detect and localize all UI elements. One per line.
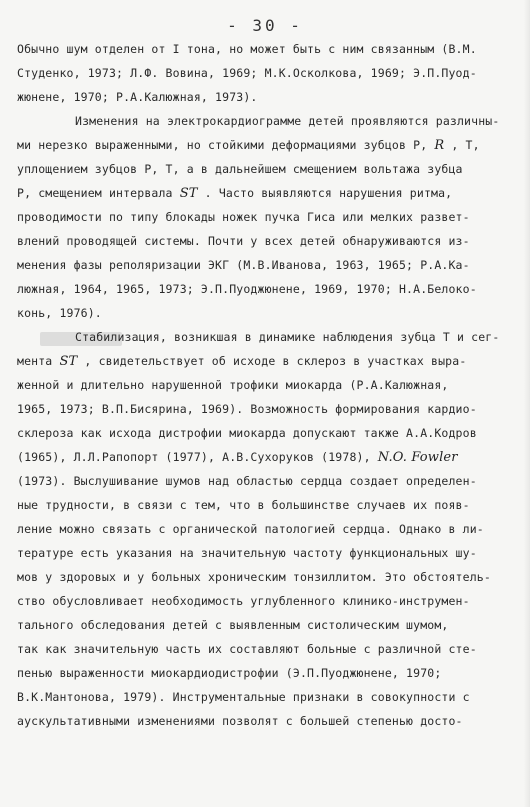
text-line	[17, 541, 517, 565]
handwritten-insert: R	[434, 138, 445, 153]
text-segment: Обычно шум отделен от I тона, но может быть с ним связанным (В.М.	[17, 42, 477, 56]
text-line	[17, 613, 517, 637]
text-segment: (1965), Л.Л.Рапопорт (1977), А.В.Сухоруков (1978),	[17, 450, 378, 464]
text-segment: мов у здоровых и у больных хроническим тонзиллитом. Это обстоятель-	[17, 570, 491, 584]
text-line	[17, 157, 517, 181]
text-line	[17, 277, 517, 301]
text-segment: Стабилизация, возникшая в динамике наблюдения зубца T и сег-	[75, 330, 500, 344]
text-line	[17, 61, 517, 85]
text-line	[17, 349, 517, 373]
text-segment: Студенко, 1973; Л.Ф. Вовина, 1969; М.К.Осколкова, 1969; Э.П.Пуод-	[17, 66, 477, 80]
text-line	[17, 253, 517, 277]
text-line	[17, 109, 517, 133]
text-segment: , свидетельствует об исходе в склероз в участках выра-	[77, 354, 467, 368]
text-line	[17, 589, 517, 613]
text-line	[17, 685, 517, 709]
text-segment: ство обусловливает необходимость углубленного клинико-инструмен-	[17, 594, 470, 608]
text-line	[17, 517, 517, 541]
text-segment: ные трудности, в связи с тем, что в большинстве случаев их появ-	[17, 498, 470, 512]
text-segment: жюнене, 1970; Р.А.Калюжная, 1973).	[17, 90, 258, 104]
text-segment: мента	[17, 354, 60, 368]
text-segment: проводимости по типу блокады ножек пучка Гиса или мелких развет-	[17, 210, 470, 224]
text-line	[17, 661, 517, 685]
text-segment: влений проводящей системы. Почти у всех детей обнаруживаются из-	[17, 234, 470, 248]
text-segment: , T,	[444, 138, 480, 152]
handwritten-insert: ST	[179, 186, 198, 201]
text-segment: склероза как исхода дистрофии миокарда допускают также А.А.Кодров	[17, 426, 477, 440]
text-segment: аускультативными изменениями позволят с большей степенью досто-	[17, 714, 463, 728]
text-line	[17, 181, 517, 205]
text-segment: конь, 1976).	[17, 306, 102, 320]
text-segment: так как значительную часть их составляют больные с различной сте-	[17, 642, 477, 656]
text-segment: тературе есть указания на значительную частоту функциональных шу-	[17, 546, 477, 560]
body-text	[17, 37, 517, 733]
text-segment: тального обследования детей с выявленным систолическим шумом,	[17, 618, 449, 632]
text-segment: уплощением зубцов P, T, а в дальнейшем смещением вольтажа зубца	[17, 162, 463, 176]
text-line	[17, 325, 517, 349]
text-line	[17, 709, 517, 733]
text-line	[17, 565, 517, 589]
text-segment: люжная, 1964, 1965, 1973; Э.П.Пуоджюнене, 1969, 1970; Н.А.Белоко-	[17, 282, 477, 296]
text-segment: менения фазы реполяризации ЭКГ (М.В.Иванова, 1963, 1965; Р.А.Ка-	[17, 258, 470, 272]
text-line	[17, 37, 517, 61]
text-line	[17, 229, 517, 253]
text-line	[17, 205, 517, 229]
text-line	[17, 445, 517, 469]
page-edge-shadow	[524, 0, 530, 807]
text-segment: P, смещением интервала	[17, 186, 180, 200]
text-line	[17, 493, 517, 517]
text-line	[17, 421, 517, 445]
text-segment: . Часто выявляются нарушения ритма,	[197, 186, 453, 200]
text-segment: женной и длительно нарушенной трофики миокарда (Р.А.Калюжная,	[17, 378, 449, 392]
text-segment: Изменения на электрокардиограмме детей проявляются различны-	[75, 114, 500, 128]
text-line	[17, 397, 517, 421]
handwritten-insert: N.O. Fowler	[377, 450, 458, 465]
text-line	[17, 637, 517, 661]
page-number: - 30 -	[227, 16, 303, 35]
text-segment: 1965, 1973; В.П.Бисярина, 1969). Возможность формирования кардио-	[17, 402, 477, 416]
text-segment: В.К.Мантонова, 1979). Инструментальные признаки в совокупности с	[17, 690, 470, 704]
text-line	[17, 469, 517, 493]
text-segment: (1973). Выслушивание шумов над областью сердца создает определен-	[17, 474, 477, 488]
text-line	[17, 373, 517, 397]
text-line	[17, 85, 517, 109]
text-segment: ление можно связать с органической патологией сердца. Однако в ли-	[17, 522, 484, 536]
text-segment: пенью выраженности миокардиодистрофии (Э.П.Пуоджюнене, 1970;	[17, 666, 442, 680]
text-line	[17, 133, 517, 157]
handwritten-insert: ST	[59, 354, 78, 369]
text-line	[17, 301, 517, 325]
text-segment: ми нерезко выраженными, но стойкими деформациями зубцов P,	[17, 138, 435, 152]
